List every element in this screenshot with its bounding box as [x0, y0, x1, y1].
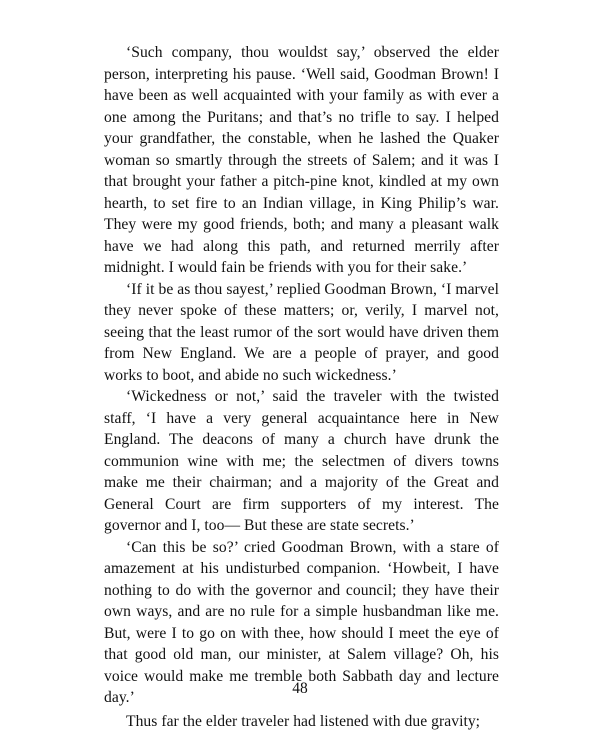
- page-number: 48: [292, 680, 308, 697]
- paragraph-5: Thus far the elder traveler had listened with due gravity;: [126, 712, 481, 730]
- body-text: [104, 42, 499, 732]
- paragraph-1: ‘Such company, thou wouldst say,’ observed the elder person, interpreting his pause. ‘Well said, Goodman Brown! I have been as well acquainted with your family as with ever a one among the Puritans; and that’s no trifle to say. I helped your grandfather, the constable, when he lashed the Quaker woman so smartly through the streets of Salem; and it was I that brought your father a pitch-pine knot, kindled at my own hearth, to set fire to an Indian village, in King Philip’s war. They were my good friends, both; and many a pleasant walk have we had along this path, and returned merrily after midnight. I would fain be friends with you for their sake.’: [104, 44, 499, 276]
- paragraph-4: ‘Can this be so?’ cried Goodman Brown, with a stare of amazement at his undisturbed companion. ‘Howbeit, I have nothing to do with the governor and council; they have their own ways, and are no rule for a simple husbandman like me. But, were I to go on with thee, how should I meet the eye of that good old man, our minister, at Salem village? Oh, his voice would make me tremble both Sabbath day and lecture day.’: [104, 538, 499, 706]
- paragraph-2: ‘If it be as thou sayest,’ replied Goodman Brown, ‘I marvel they never spoke of these matters; or, verily, I marvel not, seeing that the least rumor of the sort would have driven them from New England. We are a people of prayer, and good works to boot, and abide no such wickedness.’: [104, 280, 499, 384]
- paragraph-3: ‘Wickedness or not,’ said the traveler with the twisted staff, ‘I have a very general acquaintance here in New England. The deacons of many a church have drunk the communion wine with me; the selectmen of divers towns make me their chairman; and a majority of the Great and General Court are firm supporters of my interest. The governor and I, too— But these are state secrets.’: [104, 388, 499, 534]
